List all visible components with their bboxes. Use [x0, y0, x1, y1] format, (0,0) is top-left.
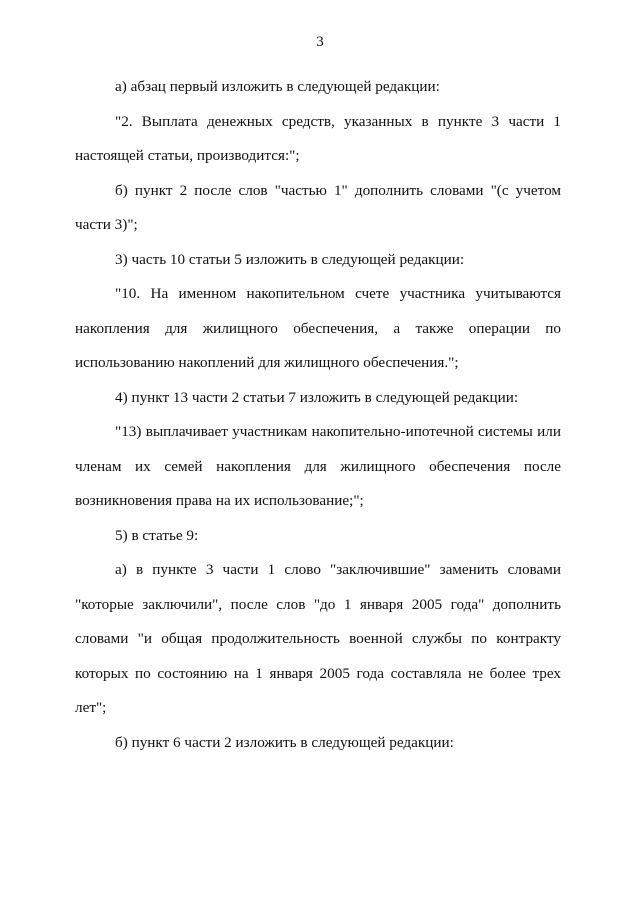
page-number: 3	[316, 34, 324, 50]
paragraph-7: "13) выплачивает участникам накопительно-ипотечной системы или членам их семей накопления для жилищного обеспечения после возникновения права на их использование;";	[75, 423, 561, 509]
paragraph-8: 5) в статье 9:	[115, 526, 199, 544]
paragraph-2: "2. Выплата денежных средств, указанных в пункте 3 части 1 настоящей статьи, производится:";	[75, 112, 561, 164]
paragraph-3: б) пункт 2 после слов "частью 1" дополнить словами "(с учетом части 3)";	[75, 181, 561, 233]
paragraph-5: "10. На именном накопительном счете участника учитываются накопления для жилищного обеспечения, а также операции по использованию накоплений для жилищного обеспечения.";	[75, 285, 561, 371]
paragraph-6: 4) пункт 13 части 2 статьи 7 изложить в следующей редакции:	[115, 388, 519, 406]
paragraph-9: а) в пункте 3 части 1 слово "заключившие" заменить словами "которые заключили", после слов "до 1 января 2005 года" дополнить словами "и общая продолжительность военной службы по контракту которых по состоянию на 1 января 2005 года составляла не более трех лет";	[75, 561, 561, 716]
paragraph-10: б) пункт 6 части 2 изложить в следующей редакции:	[115, 733, 454, 751]
paragraph-4: 3) часть 10 статьи 5 изложить в следующей редакции:	[115, 250, 465, 268]
document-body	[75, 70, 561, 760]
paragraph-1: а) абзац первый изложить в следующей редакции:	[115, 78, 440, 95]
